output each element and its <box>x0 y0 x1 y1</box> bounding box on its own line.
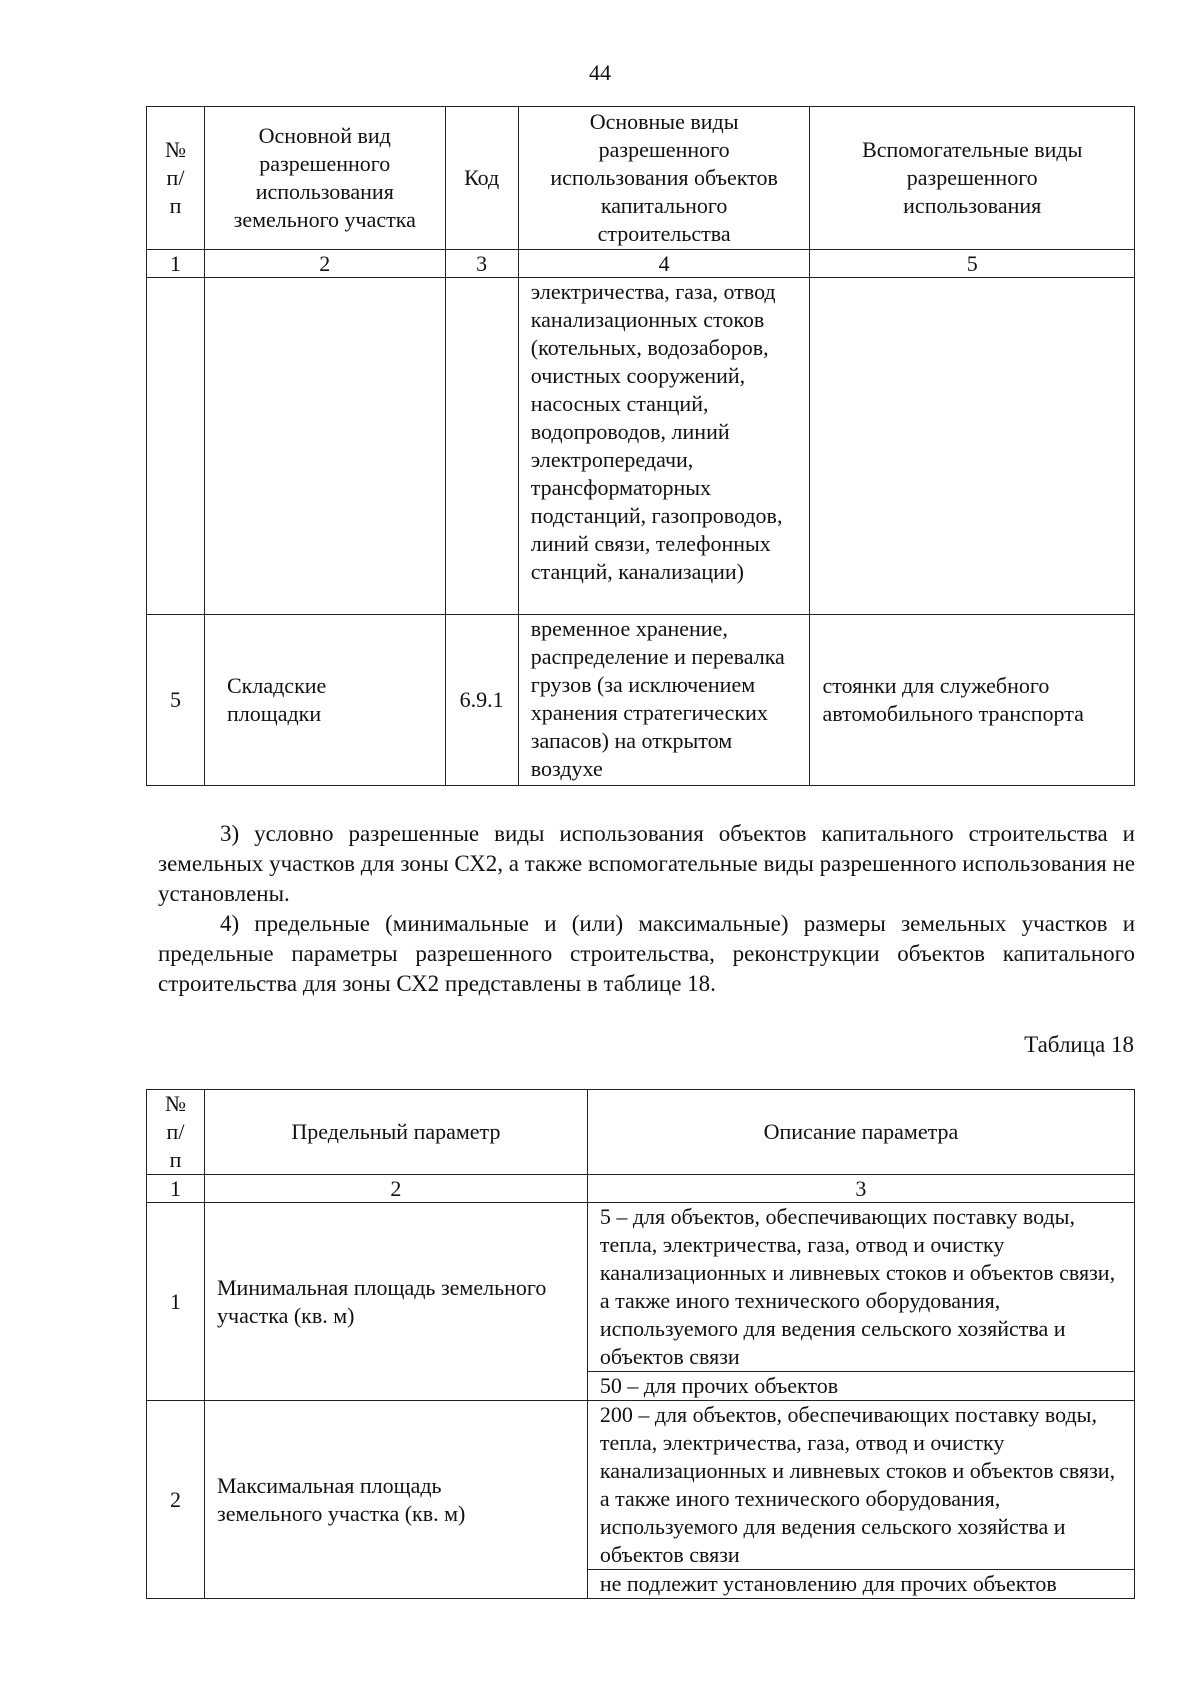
page-number: 44 <box>589 60 611 85</box>
paragraph-3 <box>158 819 1135 909</box>
col-number: 1 <box>147 1175 205 1203</box>
col-number: 3 <box>445 250 518 278</box>
table-header-row <box>147 107 1135 250</box>
row-num: 1 <box>147 1203 205 1401</box>
row-param: Минимальная площадь земельного участка (кв. м) <box>205 1203 588 1401</box>
header-main-use: Основной вид разрешенного использования земельного участка <box>205 107 446 250</box>
table-caption: Таблица 18 <box>1024 1032 1134 1057</box>
parameters-table <box>146 1089 1135 1599</box>
header-desc: Описание параметра <box>587 1090 1134 1175</box>
row-code: 6.9.1 <box>445 615 518 786</box>
header-main-uses-capital: Основные виды разрешенного использования объектов капитального строительства <box>518 107 810 250</box>
main-uses-continuation: электричества, газа, отвод канализационных стоков (котельных, водозаборов, очистных сооружений, насосных станций, водопроводов, линий электропередачи, трансформаторных подстанций, газопроводов, линий связи, телефонных станций, канализации) <box>518 278 810 615</box>
col-number: 5 <box>810 250 1135 278</box>
header-param: Предельный параметр <box>205 1090 588 1175</box>
table-row <box>147 278 1135 615</box>
row-desc: 200 – для объектов, обеспечивающих поставку воды, тепла, электричества, газа, отвод и очистку канализационных и ливневых стоков и объектов связи, а также иного технического оборудования, используемого для ведения сельского хозяйства и объектов связи <box>587 1401 1134 1570</box>
row-desc: 50 – для прочих объектов <box>587 1372 1134 1401</box>
paragraph-3-text: 3) условно разрешенные виды использования объектов капитального строительства и земельных участков для зоны СХ2, а также вспомогательные виды разрешенного использования не установлены. <box>158 821 1135 906</box>
col-number: 2 <box>205 1175 588 1203</box>
header-num: № п/п <box>147 1090 205 1175</box>
table-row <box>147 615 1135 786</box>
row-num: 2 <box>147 1401 205 1599</box>
col-number: 1 <box>147 250 205 278</box>
col-number: 3 <box>587 1175 1134 1203</box>
column-number-row <box>147 250 1135 278</box>
row-desc: 5 – для объектов, обеспечивающих поставку воды, тепла, электричества, газа, отвод и очистку канализационных и ливневых стоков и объектов связи, а также иного технического оборудования, используемого для ведения сельского хозяйства и объектов связи <box>587 1203 1134 1372</box>
land-use-table <box>146 106 1135 786</box>
row-desc: не подлежит установлению для прочих объектов <box>587 1570 1134 1599</box>
row-main-uses-capital: временное хранение, распределение и перевалка грузов (за исключением хранения стратегических запасов) на открытом воздухе <box>518 615 810 786</box>
row-aux-uses: стоянки для служебного автомобильного транспорта <box>810 615 1135 786</box>
col-number: 4 <box>518 250 810 278</box>
row-num: 5 <box>147 615 205 786</box>
col-number: 2 <box>205 250 446 278</box>
paragraph-4-text: 4) предельные (минимальные и (или) максимальные) размеры земельных участков и предельные параметры разрешенного строительства, реконструкции объектов капитального строительства для зоны СХ2 представлены в таблице 18. <box>158 911 1135 996</box>
header-aux-uses: Вспомогательные виды разрешенного использования <box>810 107 1135 250</box>
header-code: Код <box>445 107 518 250</box>
header-num: № п/п <box>147 107 205 250</box>
row-param: Максимальная площадь земельного участка (кв. м) <box>205 1401 588 1599</box>
row-main-use: Складские площадки <box>205 615 446 786</box>
paragraph-4 <box>158 909 1135 999</box>
table-row <box>147 1203 1135 1372</box>
table-header-row <box>147 1090 1135 1175</box>
table-row <box>147 1401 1135 1570</box>
column-number-row <box>147 1175 1135 1203</box>
